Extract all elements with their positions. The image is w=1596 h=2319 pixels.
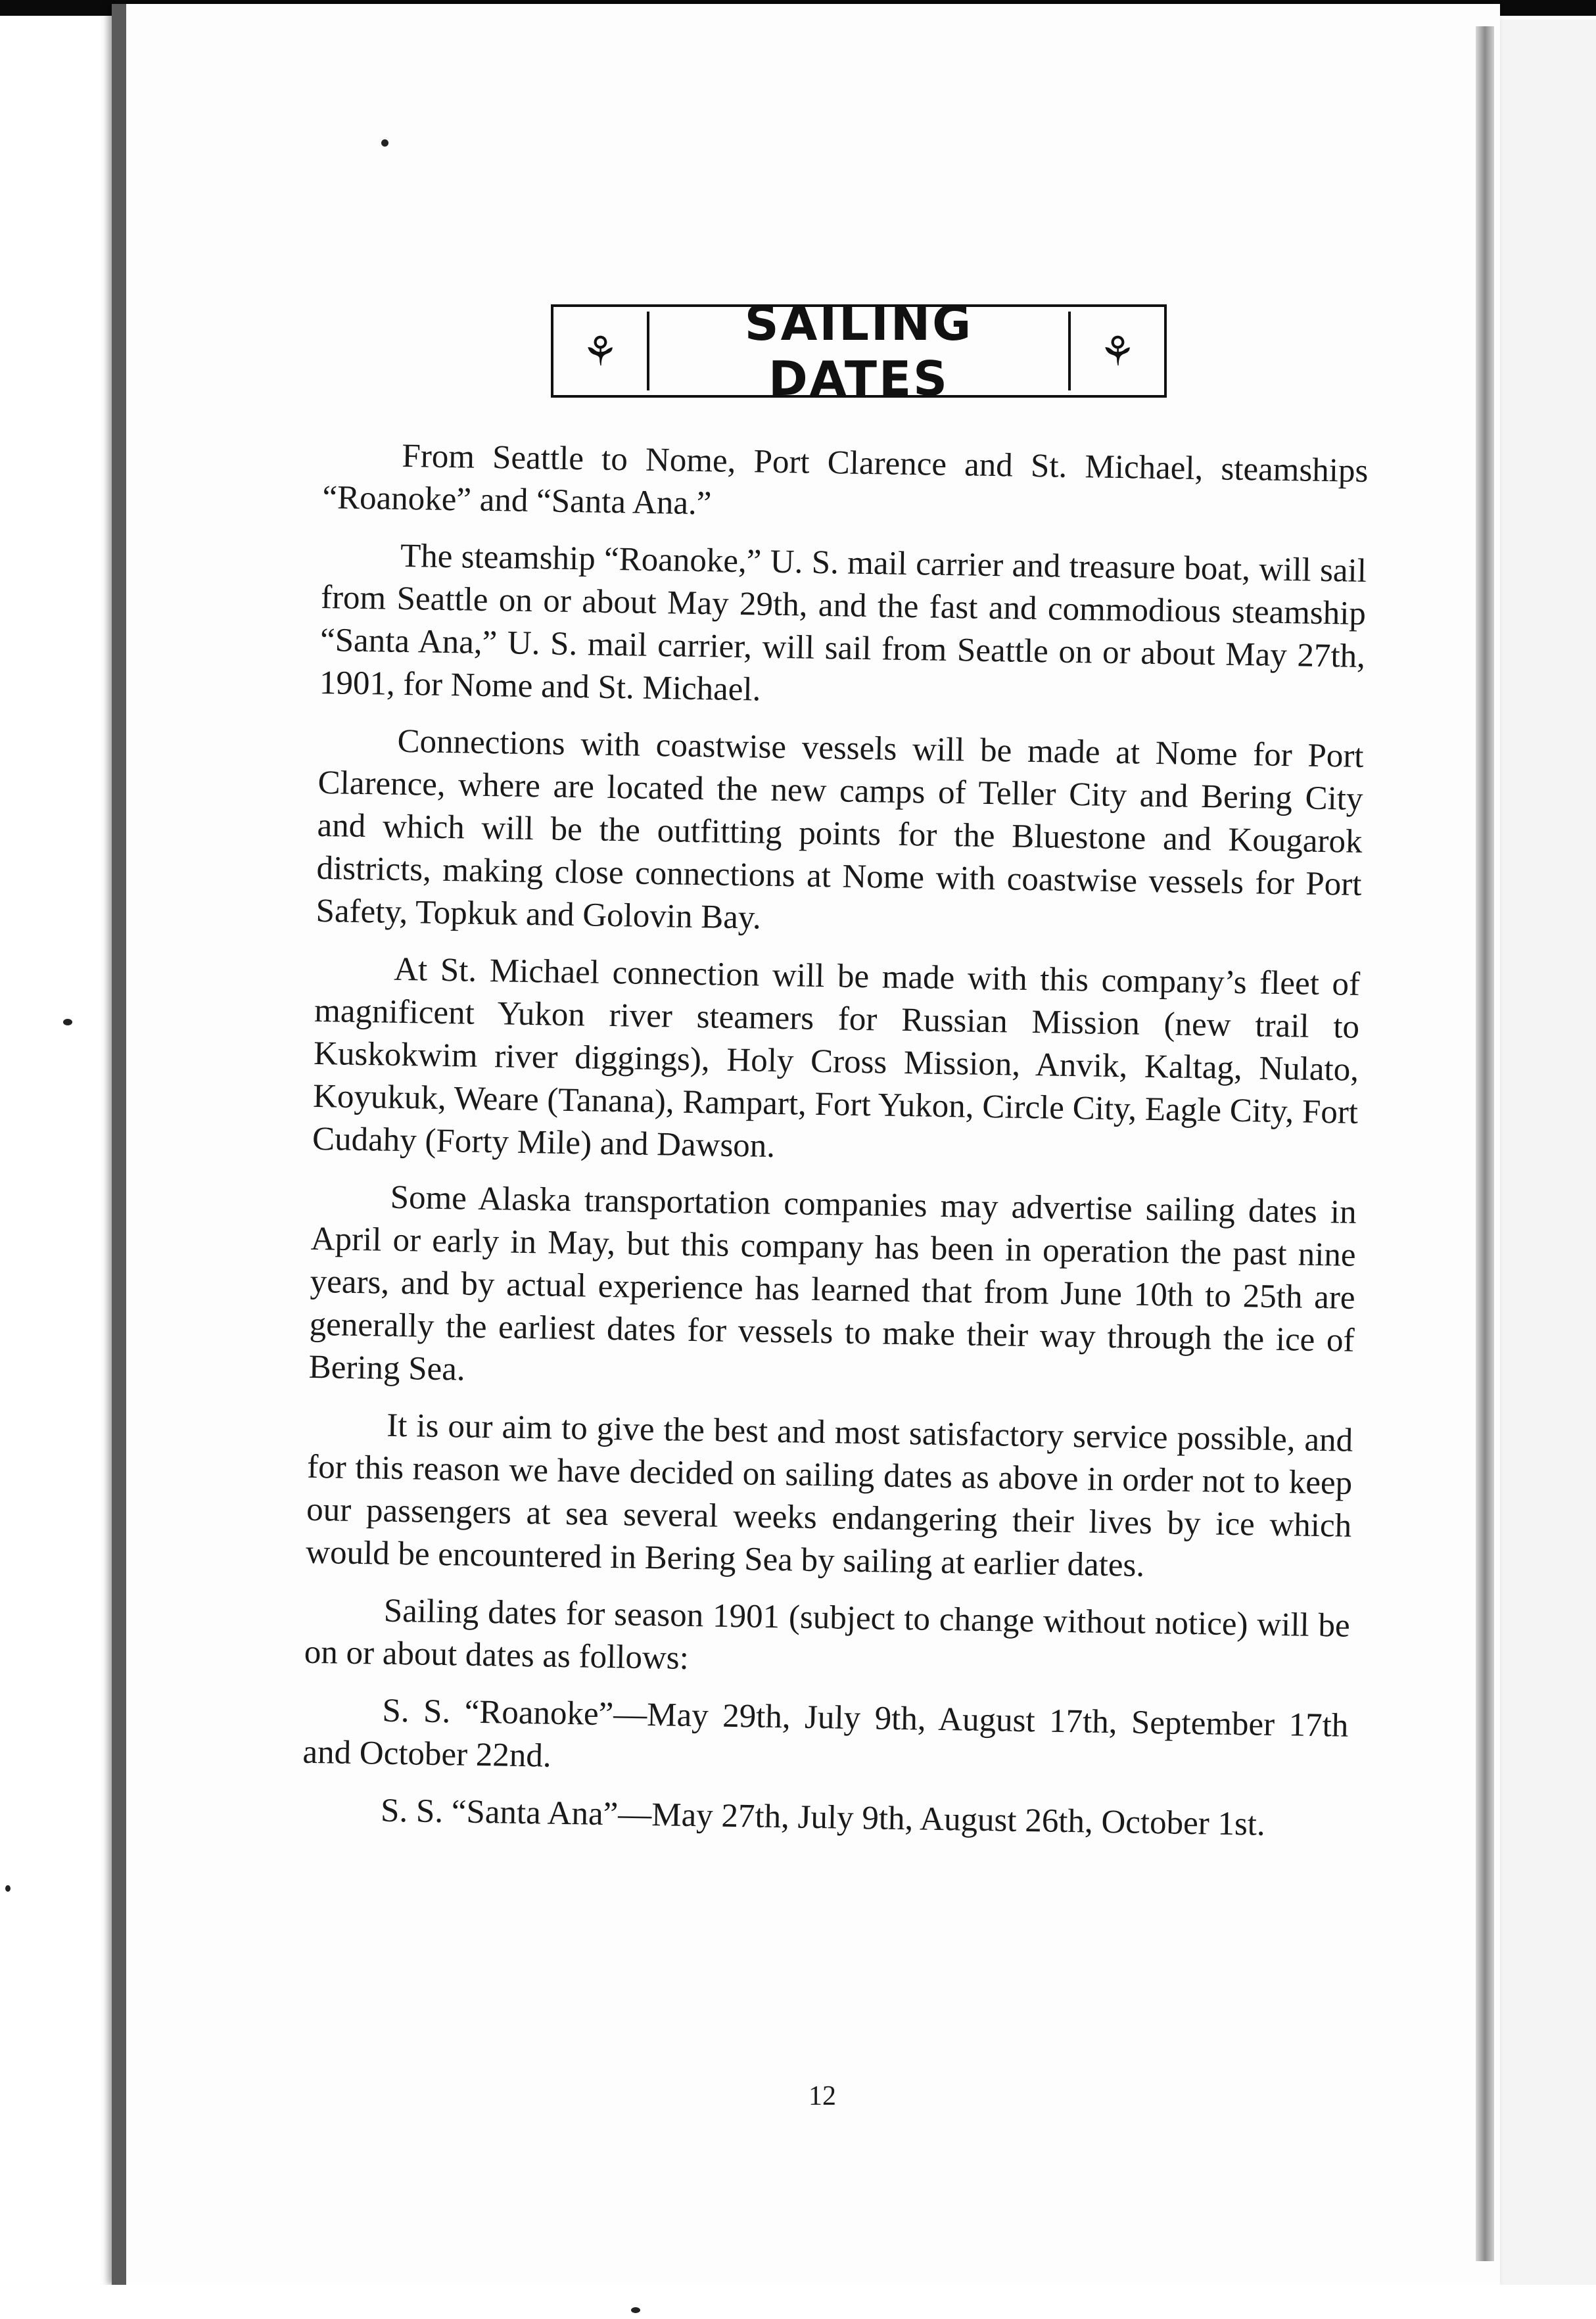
ink-speck [63,1019,72,1025]
paragraph-service-aim: It is our aim to give the best and most satisfactory service possible, and for this reason we have decided on sailing dates as above in order not to keep our passengers at sea several weeks endangering their lives by ice which would be encountered in Bering Sea by sailing at earlier dates. [305,1407,1353,1584]
paragraph-santa-ana-dates: S. S. “Santa Ana”—May 27th, July 9th, August 26th, October 1st. [380,1792,1266,1843]
paragraph-roanoke-dates: S. S. “Roanoke”—May 29th, July 9th, August 17th, September 17th and October 22nd. [302,1692,1349,1775]
ink-speck [381,139,388,147]
paragraph-st-michael-connections: At St. Michael connection will be made with this company’s fleet of magnificent Yukon river steamers for Russian Mission (new trail to Kuskokwim river diggings), Holy Cross Mission, Anvik, Kaltag, Nulato, Koyukuk, Weare (Tanana), Rampart, Fort Yukon, Circle City, Eagle City, Fort Cudahy (Forty Mile) and Dawson. [312,950,1361,1165]
paragraph-roanoke-santa-ana: The steamship “Roanoke,” U. S. mail carrier and treasure boat, will sail from Seattle on or about May 29th, and the fast and commodious steamship “Santa Ana,” U. S. mail carrier, will sail from Seattle on or about May 27th, 1901, for Nome and St. Michael. [319,537,1367,709]
scan-border-bottom [0,2285,1596,2319]
page-number: 12 [809,2081,836,2111]
paragraph-nome-connections: Connections with coastwise vessels will be made at Nome for Port Clarence, where are located the new camps of Teller City and Bering City and which will be the outfitting points for the Bluestone and Kougarok districts, making close connections at Nome with coastwise vessels for Port Safety, Topkuk and Golovin Bay. [316,722,1364,937]
ink-speck [631,2307,640,2313]
fleuron-right-icon: ⚘ [1099,327,1136,375]
fleuron-left-icon: ⚘ [582,327,619,375]
page-title: SAILING DATES [744,296,974,406]
title-banner [551,296,1167,406]
body-text [301,434,1369,1862]
paragraph-dates-intro: Sailing dates for season 1901 (subject to change without notice) will be on or about dates as follows: [304,1592,1351,1677]
facing-page-edge [1494,20,1596,2319]
ink-speck [5,1885,11,1892]
page-gutter-shadow [1476,26,1494,2261]
paragraph-route: From Seattle to Nome, Port Clarence and St. Michael, steamships “Roanoke” and “Santa Ana.” [322,437,1369,523]
paragraph-sailing-season: Some Alaska transportation companies may advertise sailing dates in April or early in May, but this company has been in operation the past nine years, and by actual experience has learned that from June 10th to 25th are generally the earliest dates for vessels to make their way through the ice of Bering Sea. [308,1179,1357,1388]
